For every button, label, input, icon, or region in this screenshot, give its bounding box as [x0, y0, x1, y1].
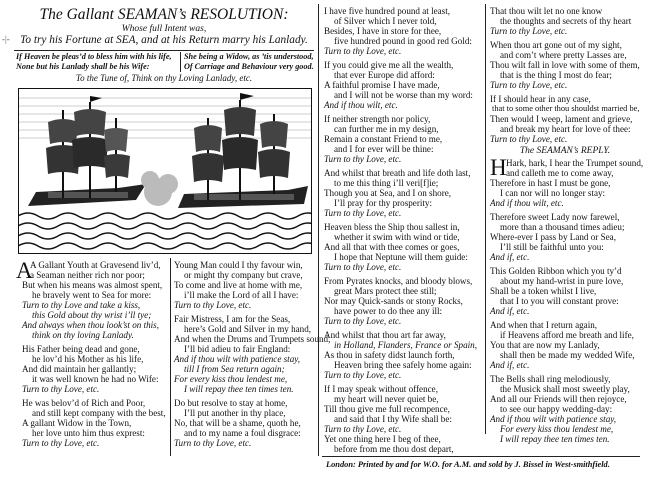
- refrain-line: Turn to thy Love, etc.: [324, 154, 402, 164]
- refrain-line: Turn to thy Love, etc.: [324, 262, 402, 272]
- refrain-line: Turn to thy Love, etc.: [22, 384, 100, 394]
- refrain-line: For every kiss thou lendest me,: [500, 424, 614, 434]
- verse-line: have power to do thee any ill:: [334, 306, 443, 316]
- imprint-rule: [322, 456, 640, 457]
- verse-line: to see our happy wedding-day:: [500, 404, 613, 414]
- verse-line: and I for ever will be thine:: [334, 144, 434, 154]
- verse-line: When thou art gone out of my sight,: [490, 40, 622, 50]
- verse-line: and I will not be worse than my word:: [334, 90, 473, 100]
- refrain-line: Turn to thy Love, etc.: [174, 438, 252, 448]
- refrain-line: And always when thou look’st on this,: [22, 320, 159, 330]
- verse-line: it was well known he had no Wife:: [32, 374, 159, 384]
- verse-line: If you could give me all the wealth,: [324, 60, 454, 70]
- verse-line: Yet one thing here I beg of thee,: [324, 434, 441, 444]
- verse-line: Fair Mistress, I am for the Seas,: [174, 314, 291, 324]
- verse-line: my heart will never quiet be,: [334, 394, 439, 404]
- verse-line: He was belov’d of Rich and Poor,: [22, 398, 146, 408]
- verse-line: her love unto him thus exprest:: [32, 428, 145, 438]
- verse-line: Therefore sweet Lady now farewel,: [490, 212, 620, 222]
- verse-line: five hundred pound in good red Gold:: [334, 36, 472, 46]
- verse-line: whether it swim with wind or tide,: [334, 232, 460, 242]
- verse-line: If I should hear in any case,: [490, 94, 591, 104]
- margin-mark: -|-: [2, 34, 10, 44]
- refrain-line: And if thou wilt with patience stay,: [174, 354, 301, 364]
- verse-line: that I to you will constant prove:: [500, 296, 619, 306]
- left-column-divider: [170, 258, 171, 456]
- verse-line: he lov’d his Mother as his life,: [32, 354, 144, 364]
- summary-divider: [180, 52, 181, 72]
- refrain-line: Turn to thy Love, etc.: [324, 208, 402, 218]
- verse-line: can further me in my design,: [334, 124, 439, 134]
- refrain-line: Turn to thy Love, etc.: [490, 80, 568, 90]
- verse-line: And whilst that thou art far away,: [324, 330, 446, 340]
- verse-line: I’ll put another in thy place,: [184, 408, 286, 418]
- verse-line: Remain a constant Friend to me,: [324, 134, 443, 144]
- center-divider: [318, 4, 319, 456]
- verse-line: I’ll still be faithful unto you:: [500, 242, 604, 252]
- verse-line: And when the Drums and Trumpets sound,: [174, 334, 331, 344]
- refrain-line: For every kiss thou lendest me,: [174, 374, 288, 384]
- summary-right-line: Of Carriage and Behaviour very good.: [184, 62, 314, 71]
- verse-line: And whilst that breath and life doth last,: [324, 168, 471, 178]
- verse-line: about my hand-wrist in pure love,: [500, 276, 624, 286]
- summary-left: [16, 52, 172, 72]
- refrain-line: And if, etc.: [490, 360, 530, 370]
- verse-line: Though you at Sea, and I on shore,: [324, 188, 452, 198]
- refrain-line: Turn to thy Love, etc.: [490, 134, 568, 144]
- verse-line: before from me thou dost depart,: [334, 444, 454, 454]
- verse-line: of Silver which I never told,: [334, 16, 437, 26]
- verse-line: And did maintain her gallantly;: [22, 364, 137, 374]
- summary-right-line: She being a Widow, as ’tis understood,: [184, 52, 314, 61]
- verse-line: he bravely went to Sea for more:: [32, 290, 152, 300]
- refrain-line: And if, etc.: [490, 306, 530, 316]
- refrain-line: this Gold about thy wrist i’ll tye;: [32, 310, 152, 320]
- verse-line: And when that I return again,: [490, 320, 598, 330]
- refrain-line: think on thy loving Lanlady.: [32, 330, 134, 340]
- verse-line: to me this thing i’ll veri[f]ie;: [334, 178, 439, 188]
- verse-line: I hope that Neptune will them guide:: [334, 252, 468, 262]
- verse-line: Where-ever I pass by Land or Sea,: [490, 232, 616, 242]
- verse-line: No, that will be a shame, quoth he,: [174, 418, 301, 428]
- verse-line: I’ll bid adieu to fair England:: [184, 344, 291, 354]
- verse-line: that ever Europe did afford:: [334, 70, 435, 80]
- refrain-line: And if thou wilt, etc.: [490, 198, 564, 208]
- subtitle-fortune: To try his Fortune at SEA, and at his Return marry his Lanlady.: [20, 34, 308, 46]
- verse-line: If I may speak without offence,: [324, 384, 438, 394]
- verse-line: the thoughts and secrets of thy heart: [500, 16, 632, 26]
- verse-line: shall then be made my wedded Wife,: [500, 350, 635, 360]
- verse-line: Shall be a token whilst I live,: [490, 286, 597, 296]
- refrain-line: I will repay thee ten times ten.: [184, 384, 294, 394]
- verse-line: I have five hundred pound at least,: [324, 6, 451, 16]
- refrain-line: Turn to thy Love, etc.: [324, 46, 402, 56]
- verse-line: Heaven bring thee safely home again:: [334, 360, 472, 370]
- refrain-line: Turn to thy Love and take a kiss,: [22, 300, 141, 310]
- verse-line: Therefore in hast I must be gone,: [490, 178, 611, 188]
- verse-line: I’ll pray for thy prosperity:: [334, 198, 432, 208]
- verse-line: You that are now my Lanlady,: [490, 340, 600, 350]
- verse-line: Heaven bless the Ship thou sallest in,: [324, 222, 460, 232]
- verse-line: that to some other thou shouldst married be,: [492, 104, 640, 113]
- verse-line: His Father being dead and gone,: [22, 344, 140, 354]
- verse-line: From Pyrates knocks, and bloody blows,: [324, 276, 473, 286]
- verse-line: a Seaman neither rich nor poor;: [30, 270, 145, 280]
- verse-line: And all our Friends will then rejoyce,: [490, 394, 627, 404]
- verse-line: if Heavens afford me breath and life,: [500, 330, 634, 340]
- summary-left-line: If Heaven be pleas’d to bless him with his life,: [16, 52, 172, 61]
- refrain-line: till I from Sea return again;: [184, 364, 285, 374]
- drop-cap-a: A: [16, 258, 33, 283]
- ballad-title: The Gallant SEAMAN’s RESOLUTION:: [39, 6, 289, 23]
- verse-line: That thou wilt let no one know: [490, 6, 603, 16]
- refrain-line: Turn to thy Love, etc.: [324, 370, 402, 380]
- verse-line: i’ll make the Lord of all I have:: [184, 290, 299, 300]
- verse-line: more than a thousand times adieu;: [500, 222, 625, 232]
- ships-woodcut: [18, 88, 312, 254]
- refrain-line: Turn to thy Love, etc.: [324, 424, 402, 434]
- verse-line: Then would I weep, lament and grieve,: [490, 114, 633, 124]
- refrain-line: And if, etc.: [490, 252, 530, 262]
- verse-line: As thou in safety didst launch forth,: [324, 350, 455, 360]
- imprint-line: London: Printed by and for W.O. for A.M. and sold by J. Bissel in West-smithfield.: [326, 460, 610, 469]
- verse-line: But when his means was almost spent,: [22, 280, 163, 290]
- verse-line: A Gallant Youth at Gravesend liv’d,: [30, 260, 161, 270]
- refrain-line: And if thou wilt, etc.: [324, 100, 398, 110]
- header-rule: [14, 50, 314, 51]
- verse-line: A gallant Widow in the Town,: [22, 418, 132, 428]
- verse-line: the Musick shall most sweetly play,: [500, 384, 630, 394]
- verse-line: and to my name a foul disgrace:: [184, 428, 301, 438]
- verse-line: here’s Gold and Silver in my hand,: [184, 324, 312, 334]
- drop-cap-h: H: [490, 155, 507, 180]
- verse-line: and calleth me to come away,: [506, 168, 614, 178]
- verse-line: and still kept company with the best,: [32, 408, 166, 418]
- verse-line: I can nor will no longer stay:: [500, 188, 606, 198]
- refrain-line: Turn to thy Love, etc.: [174, 300, 252, 310]
- verse-line: and break my heart for love of thee:: [500, 124, 631, 134]
- refrain-line: I will repay thee ten times ten.: [500, 434, 610, 444]
- refrain-line: Turn to thy Love, etc.: [490, 26, 568, 36]
- verse-line: If neither strength nor policy,: [324, 114, 431, 124]
- verse-line: And all that with thee comes or goes,: [324, 242, 460, 252]
- subtitle-intent: Whose full Intent was,: [121, 24, 207, 34]
- verse-line: or might thy company but crave,: [184, 270, 303, 280]
- verse-line: in Holland, Flanders, France or Spain,: [334, 340, 477, 350]
- refrain-line: Turn to thy Love, etc.: [22, 438, 100, 448]
- refrain-line: Turn to thy Love, etc.: [324, 316, 402, 326]
- verse-line: This Golden Ribbon which you ty’d: [490, 266, 622, 276]
- verse-line: Do but resolve to stay at home,: [174, 398, 288, 408]
- summary-left-line: None but his Lanlady shall be his Wife:: [16, 62, 150, 71]
- reply-heading: The SEAMAN’s REPLY.: [519, 146, 611, 156]
- verse-line: Besides, I have in store for thee,: [324, 26, 442, 36]
- verse-line: Nor may Quick-sands or stony Rocks,: [324, 296, 463, 306]
- verse-line: To come and live at home with me,: [174, 280, 303, 290]
- refrain-line: And if thou wilt with patience stay,: [490, 414, 617, 424]
- verse-line: and said that I thy Wife shall be:: [334, 414, 452, 424]
- verse-line: Thou wilt fall in love with some of them,: [490, 60, 640, 70]
- verse-line: The Bells shall ring melodiously,: [490, 374, 611, 384]
- verse-line: and com’t where pretty Lasses are,: [500, 50, 627, 60]
- verse-line: Young Man could I thy favour win,: [174, 260, 303, 270]
- verse-line: Hark, hark, I hear the Trumpet sound,: [506, 158, 644, 168]
- verse-line: Till thou give me full recompence,: [324, 404, 450, 414]
- right-column-divider: [485, 4, 486, 434]
- verse-line: great Mars protect thee still;: [334, 286, 437, 296]
- verse-line: that is the thing I most do fear;: [500, 70, 612, 80]
- summary-right: [184, 52, 314, 72]
- tune-line: To the Tune of, Think on thy Loving Lanlady, etc.: [75, 73, 253, 83]
- verse-line: A faithful promise I have made,: [324, 80, 440, 90]
